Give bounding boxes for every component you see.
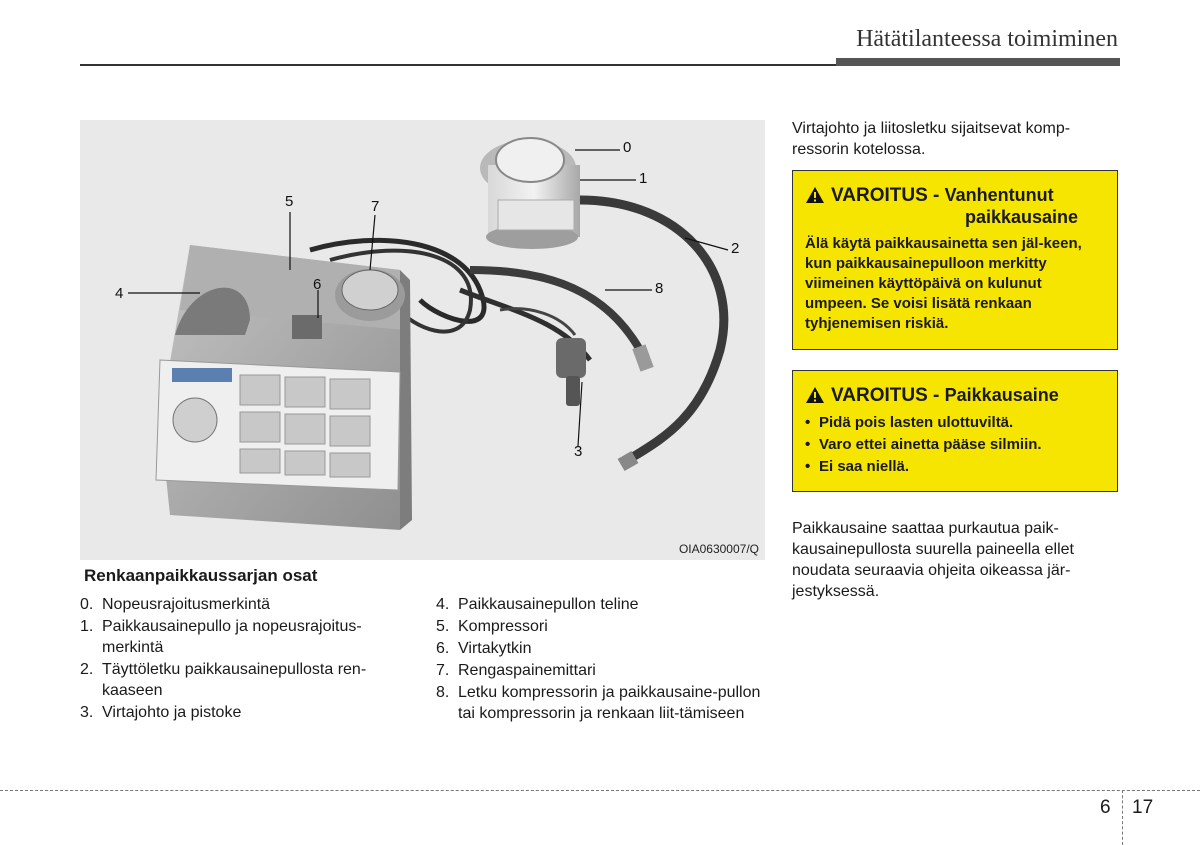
callout-6: 6 — [313, 276, 322, 293]
list-item: • Varo ettei ainetta pääse silmiin. — [805, 436, 1042, 453]
list-item: 6. Virtakytkin — [436, 640, 532, 657]
page-header-title: Hätätilanteessa toimiminen — [856, 26, 1118, 52]
warning-title-line2: paikkausaine — [965, 207, 1079, 227]
warning-bullet-list — [805, 413, 1107, 477]
list-item: • Ei saa niellä. — [805, 458, 910, 475]
list-item: 1. Paikkausainepullo ja nopeusrajoitus-merkintä — [80, 618, 362, 656]
warning-title: Vanhentunut — [944, 185, 1054, 205]
list-item: 0. Nopeusrajoitusmerkintä — [80, 596, 271, 613]
list-item: 4. Paikkausainepullon teline — [436, 596, 639, 613]
callout-1: 1 — [639, 170, 648, 187]
warning-triangle-icon — [805, 186, 825, 204]
callout-8: 8 — [655, 280, 664, 297]
list-item: • Pidä pois lasten ulottuviltä. — [805, 414, 1014, 431]
header-rule-accent — [836, 58, 1120, 66]
chapter-number: 6 — [1100, 797, 1111, 818]
callout-4: 4 — [115, 285, 124, 302]
parts-heading: Renkaanpaikkaussarjan osat — [84, 566, 318, 585]
page-number: 17 — [1132, 797, 1154, 818]
warning-label: VAROITUS - — [831, 185, 940, 206]
footer-divider — [1122, 790, 1123, 845]
list-item: 5. Kompressori — [436, 618, 548, 635]
callout-5: 5 — [285, 193, 294, 210]
callout-7: 7 — [371, 198, 380, 215]
warning-label: VAROITUS - — [831, 385, 940, 406]
list-item: 8. Letku kompressorin ja paikkausaine-pullon tai kompressorin ja renkaan liit-tämiseen — [436, 684, 761, 722]
list-item: 3. Virtajohto ja pistoke — [80, 704, 242, 721]
tire-repair-kit-figure — [80, 120, 765, 560]
list-item: 7. Rengaspainemittari — [436, 662, 596, 679]
parts-list-left — [80, 594, 415, 724]
tire-repair-kit-illustration — [80, 120, 765, 560]
footer-rule — [0, 790, 1200, 791]
callout-3: 3 — [574, 443, 583, 460]
outro-paragraph: Paikkausaine saattaa purkautua paik-kausainepullosta suurella paineella ellet noudata seuraavia ohjeita oikeassa jär-jestyksessä. — [792, 520, 1074, 600]
intro-paragraph: Virtajohto ja liitosletku sijaitsevat komp-ressorin kotelossa. — [792, 120, 1071, 158]
figure-code: OIA0630007/Q — [678, 542, 759, 556]
header-rule — [80, 64, 836, 66]
warning-box-expired-sealant — [792, 170, 1118, 350]
warning-box-sealant — [792, 370, 1118, 492]
list-item: 2. Täyttöletku paikkausainepullosta ren-kaaseen — [80, 661, 367, 699]
callout-0: 0 — [623, 139, 632, 156]
warning-body: Älä käytä paikkausainetta sen jäl-keen, kun paikkausainepulloon merkitty viimeinen käyttöpäivä on kulunut umpeen. Se voisi lisätä renkaan tyhjenemisen riskiä. — [805, 235, 1082, 332]
warning-triangle-icon — [805, 386, 825, 404]
callout-2: 2 — [731, 240, 740, 257]
warning-title: Paikkausaine — [944, 385, 1059, 405]
parts-list-right — [436, 594, 771, 725]
